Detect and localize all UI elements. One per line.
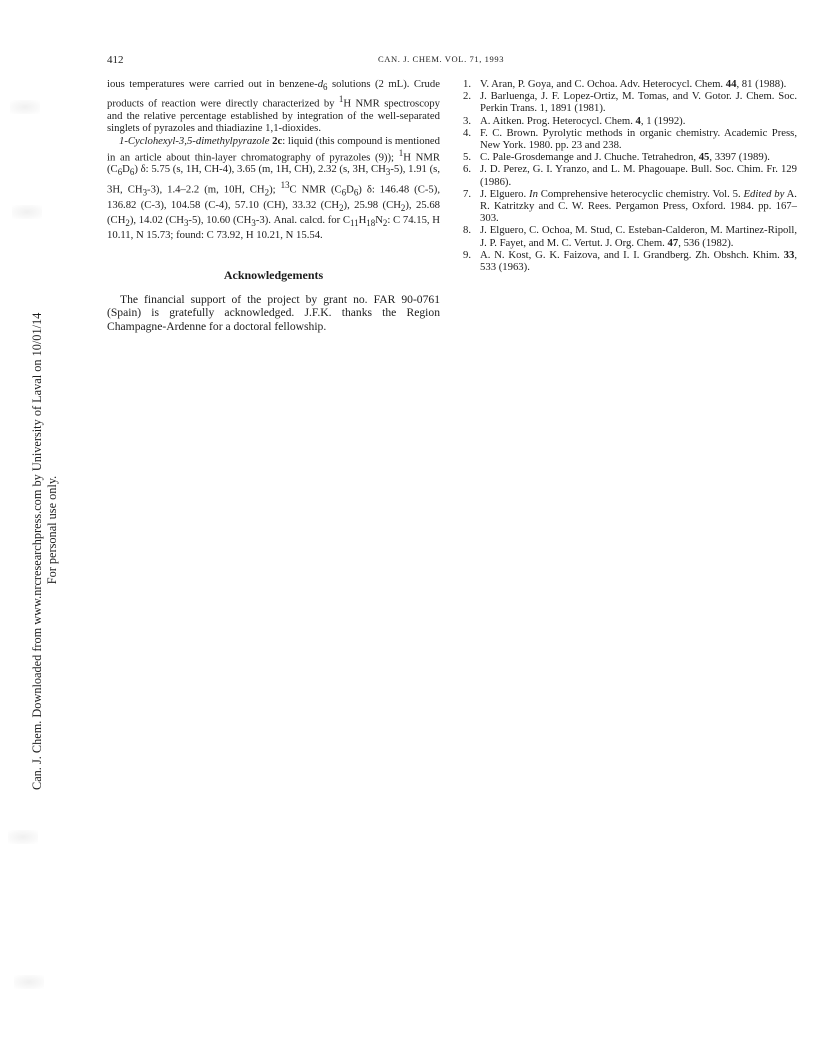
scan-smudge <box>14 975 44 989</box>
reference-item: 9. A. N. Kost, G. K. Faizova, and I. I. Grandberg. Zh. Obshch. Khim. 33, 533 (1963). <box>463 248 797 274</box>
reference-item: 6. J. D. Perez, G. I. Yranzo, and L. M. Phagouape. Bull. Soc. Chim. Fr. 129 (1986). <box>463 163 797 188</box>
scan-smudge <box>12 205 42 219</box>
reference-item: 3. A. Aitken. Prog. Heterocycl. Chem. 4, 1 (1992). <box>463 114 686 127</box>
reference-item: 7. J. Elguero. In Comprehensive heterocyclic chemistry. Vol. 5. Edited by A. R. Katritzky and C. W. Rees. Pergamon Press, Oxford. 1984. pp. 167–303. <box>463 187 797 225</box>
watermark-line-download: Can. J. Chem. Downloaded from www.nrcresearchpress.com by University of Laval on 10/01/14 <box>30 312 44 790</box>
acknowledgements-body: The financial support of the project by grant no. FAR 90-0761 (Spain) is gratefully acknowledged. J.F.K. thanks the Region Champagne-Ardenne for a doctoral fellowship. <box>107 293 440 333</box>
scan-smudge <box>10 100 40 114</box>
watermark-line-personal-use: For personal use only. <box>45 475 59 585</box>
download-watermark <box>30 270 60 790</box>
running-head: CAN. J. CHEM. VOL. 71, 1993 <box>378 54 505 64</box>
acknowledgements-heading: Acknowledgements <box>223 268 324 282</box>
page-number: 412 <box>107 54 124 66</box>
reference-item: 5. C. Pale-Grosdemange and J. Chuche. Tetrahedron, 45, 3397 (1989). <box>463 151 770 164</box>
reference-item: 1. V. Aran, P. Goya, and C. Ochoa. Adv. Heterocycl. Chem. 44, 81 (1988). <box>463 78 787 90</box>
left-column <box>107 78 440 242</box>
paragraph-compound-2c: 1-Cyclohexyl-3,5-dimethylpyrazole 2c: liquid (this compound is mentioned in an article about thin-layer chromatography of pyrazoles (9)); $^1$H NMR $(C_6D_6)$ δ: 5.75 (s, 1H, CH-4), 3.65 (m, 1H, CH), 2.32 (s, 3H, $CH_3-5$), 1.91 (s, 3H, $CH_3-3$), 1.4–2.2 (m, 10H, $CH_2$); $^{13}$C NMR $(C_6D_6)$ δ: 146.48 (C-5), 136.82 (C-3), 104.58 (C-4), 57.10 (CH), 33.32 $(CH_2)$, 25.98 $(CH_2)$, 25.68 $(CH_2)$, 14.02 $(CH_3-5)$, 10.60 $(CH_3-3)$. Anal. calcd. for $C_{11}H_{18}N_2$: C 74.15, H 10.11, N 15.73; found: C 73.92, H 10.21, N 15.54. <box>107 134 441 242</box>
reference-item: 4. F. C. Brown. Pyrolytic methods in organic chemistry. Academic Press, New York. 1980. pp. 23 and 238. <box>463 126 797 152</box>
paragraph-methods: ious temperatures were carried out in benzene-$d_6$ solutions (2 mL). Crude products of reaction were directly characterized by $^1$H NMR spectroscopy and the relative percentage established by integration of the well-separated singlets of pyrazoles and thiadiazine 1,1-dioxides. <box>107 78 440 135</box>
reference-item: 8. J. Elguero, C. Ochoa, M. Stud, C. Esteban-Calderon, M. Martinez-Ripoll, J. P. Fayet, and M. C. Vertut. J. Org. Chem. 47, 536 (1982). <box>463 224 797 249</box>
reference-list <box>463 78 797 273</box>
reference-item: 2. J. Barluenga, J. F. Lopez-Ortiz, M. Tomas, and V. Gotor. J. Chem. Soc. Perkin Trans. 1, 1891 (1981). <box>463 90 797 115</box>
scan-smudge <box>8 830 38 844</box>
